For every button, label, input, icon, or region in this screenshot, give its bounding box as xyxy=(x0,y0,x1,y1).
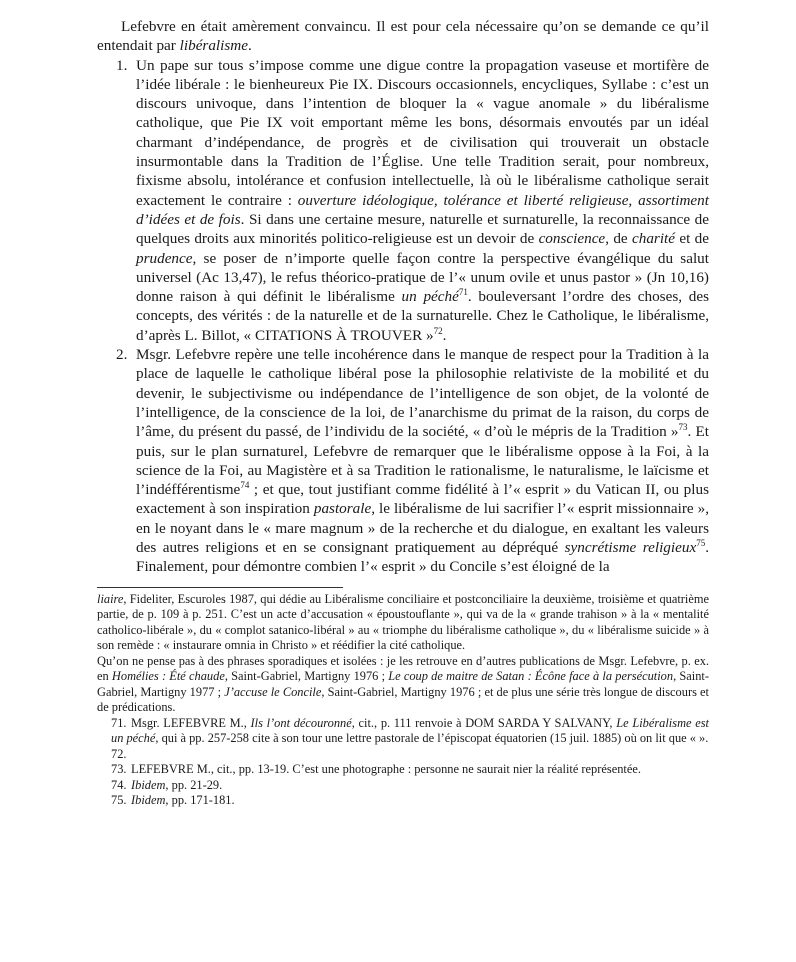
footnote-71 xyxy=(97,716,709,747)
text-run: , Saint-Gabriel, Martigny 1976 ; xyxy=(224,669,389,684)
text-run: Un pape sur tous s’impose comme une digue contre la propagation vaseuse et mortifère de l’idée libérale : le bienheureux Pie IX. Discours occasionnels, encycliques, Syllabe : c’est un discours univoque, dans l’intention de bloquer la « vague anomale » du libéralisme catholique, que Pie IX voit emportant même les bons, désormais envoutés par un idéal charmant d’indépendance, de progrès et de civilisation qui trouverait un obstacle insurmontable dans la Tradition de l’Église. Une telle Tradition serait, pour nombreux, fixisme absolu, intolérance et confusion intellectuelle, là où le libéralisme catholique serait exactement le contraire : xyxy=(136,56,709,209)
footnote-number: 75. xyxy=(111,793,127,808)
text-run: , Fideliter, Escuroles 1987, qui dédie au Libéralisme conciliaire et postconciliaire la deuxième, troisième et quatrième partie, de p. 109 à p. 251. C’est un acte d’accusation « époustouflante », qui va de la « grande trahison » à la « mentalité catholico-libérale », du « complot satanico-libéral » au « triomphe du libéralisme catholique », du « libéralisme suicide » à son remède : « instaurare omnia in Christo » et réédifier la cité catholique. xyxy=(97,591,709,653)
intro-paragraph xyxy=(97,17,709,56)
footnote-number: 72. xyxy=(111,746,127,761)
emphasis: conscience xyxy=(538,230,606,248)
emphasis: liaire xyxy=(97,591,124,606)
emphasis: prudence xyxy=(136,249,193,267)
text-run: , le libéralisme de lui sacrifier l’« esprit missionnaire », en le noyant dans le « mare magnum » de la recherche et du dialogue, en exaltant les valeurs des autres religions et en se consignant pratiquement au dépréqué xyxy=(136,500,709,557)
footnote-continuation xyxy=(97,654,709,716)
emphasis: J’accuse le Concile xyxy=(224,684,322,699)
text-run: , Saint-Gabriel, Martigny 1977 ; xyxy=(97,669,709,699)
footnote-ref[interactable]: 74 xyxy=(240,480,250,491)
emphasis: Homélies : Été chaude xyxy=(111,669,225,684)
text-run: . xyxy=(248,37,252,55)
text-run: Msgr. Lefebvre repère une telle incohérence dans le manque de respect pour la Tradition à la place de laquelle le catholique libéral pose la philosophie relativiste de la mobilité et du devenir, le subjectivisme ou indépendance de l’intelligence de son objet, de la volonté de l’intelligence, de la conscience de la loi, de l’anarchisme du primat de la raison, du corps de l’âme, du présent du passé, de l’individu de la société, « d’où le mépris de la Tradition » xyxy=(136,346,709,441)
text-run: . Finalement, pour démontre combien l’« esprit » du Concile s’est éloigné de la xyxy=(136,539,709,576)
footnote-72 xyxy=(97,747,709,763)
footnote-ref[interactable]: 75 xyxy=(696,537,706,548)
text-run: et de xyxy=(675,230,709,248)
footnote-ref[interactable]: 72 xyxy=(433,325,443,336)
text-run: . Et puis, sur le plan surnaturel, Lefebvre de remarquer que le libéralisme oppose à la Foi, à la science de la Foi, au Magistère et à sa Tradition le rationalisme, le naturalisme, le laïcisme et l’indéfférentisme xyxy=(136,423,709,499)
emphasis: Ibidem xyxy=(131,777,166,792)
text-run: , Saint-Gabriel, Martigny 1976 ; et de plus une série très longue de discours et de prédications. xyxy=(97,684,709,715)
emphasis: pastorale xyxy=(313,500,372,518)
text-run: , cit., p. 111 renvoie à DOM SARDA Y SALVANY, xyxy=(351,715,617,730)
main-text xyxy=(97,17,709,577)
document-page xyxy=(97,17,709,809)
emphasis: syncrétisme religieux xyxy=(564,539,697,557)
footnote-number: 74. xyxy=(111,777,127,792)
footnotes xyxy=(97,592,709,809)
text-run: . bouleversant l’ordre des choses, des concepts, des vérités : de la naturelle et de la surnaturelle. Chez le Catholique, le libéralisme, d’après L. Billot, « CITATIONS À TROUVER » xyxy=(136,288,709,344)
footnote-number: 73. xyxy=(111,762,127,777)
text-run: , de xyxy=(605,230,632,248)
footnote-number: 71. xyxy=(111,715,127,730)
emphasis: un péché xyxy=(401,288,459,306)
footnote-continuation xyxy=(97,592,709,654)
text-run: . Si dans une certaine mesure, naturelle et surnaturelle, la reconnaissance de quelques droits aux minorités politico-religieuse est un devoir de xyxy=(136,210,709,248)
footnote-ref[interactable]: 71 xyxy=(458,287,468,298)
text-run: Qu’on ne pense pas à des phrases sporadiques et isolées : je les retrouve en d’autres publications de Msgr. Lefebvre, p. ex. en xyxy=(97,653,709,684)
emphasis: libéralisme xyxy=(179,37,248,55)
text-run: . xyxy=(442,326,447,344)
emphasis: Ibidem xyxy=(131,793,166,808)
text-run: , se poser de n’importe quelle façon contre la perspective évangélique du salut universel (Ac 13,47), le refus théorico-pratique de l’« unum ovile et unus pastor » (Jn 10,16) donne raison à qui définit le libéralisme xyxy=(136,249,709,306)
emphasis: charité xyxy=(632,230,676,248)
text-run: , pp. 21-29. xyxy=(165,777,223,792)
text-run: , qui à pp. 257-258 cite à son tour une lettre pastorale de l’épiscopat équatorien (15 juil. 1885) où on lit que « ». xyxy=(155,731,709,746)
emphasis: Ils l’ont découronné xyxy=(250,715,352,730)
footnote-75 xyxy=(97,793,709,809)
text-run: ; et que, tout justifiant comme fidélité à l’« esprit » du Vatican II, ou plus exactement à son inspiration xyxy=(136,481,709,518)
list-number: 2. xyxy=(116,346,128,364)
text-run: Msgr. LEFEBVRE M., xyxy=(131,715,251,730)
footnote-divider xyxy=(97,587,343,588)
footnote-73 xyxy=(97,762,709,778)
emphasis: Le coup de maitre de Satan : Écône face à la persécution xyxy=(388,669,674,684)
list-item-1 xyxy=(97,56,709,345)
emphasis: ouverture idéologique, tolérance et liberté religieuse, assortiment d’idées et de fois xyxy=(136,191,709,228)
list-number: 1. xyxy=(116,56,128,74)
footnote-ref[interactable]: 73 xyxy=(678,422,688,433)
text-run: , pp. 171-181. xyxy=(165,793,235,808)
text-run: Lefebvre en était amèrement convaincu. Il est pour cela nécessaire qu’on se demande ce qu’il entendait par xyxy=(97,18,709,55)
text-run: LEFEBVRE M., cit., pp. 13-19. C’est une photographe : personne ne saurait nier la réalité représentée. xyxy=(131,762,641,777)
list-item-2 xyxy=(97,345,709,577)
emphasis: Le Libéralisme est un péché xyxy=(111,715,709,746)
footnote-74 xyxy=(97,778,709,794)
